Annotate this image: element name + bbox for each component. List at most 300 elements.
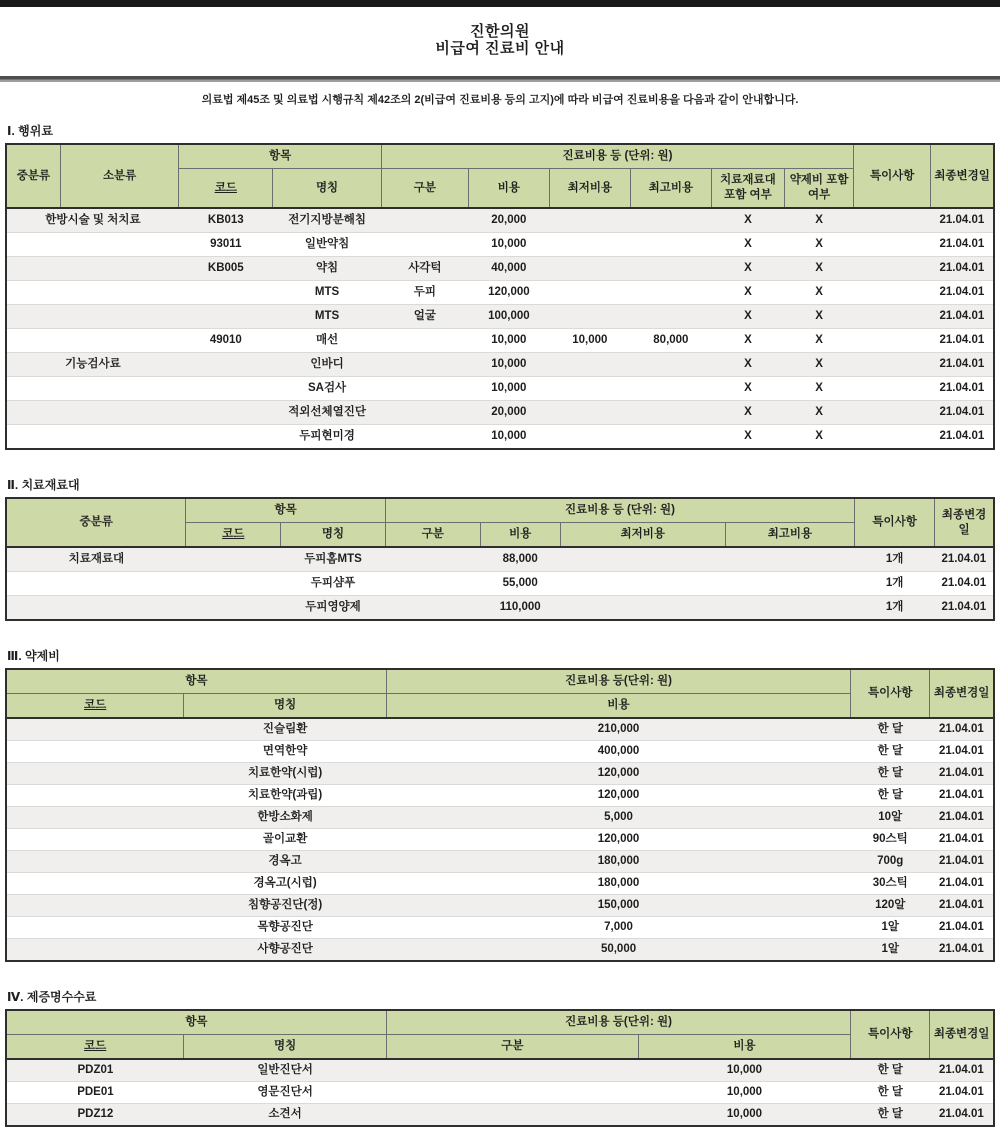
table-cell: 일반약침 <box>273 233 382 257</box>
table-cell <box>549 257 630 281</box>
table-cell: 21.04.01 <box>931 377 994 401</box>
section-chiryojaeryodae <box>0 476 1000 621</box>
table-cell: 일반진단서 <box>184 1059 387 1082</box>
table-cell: 120,000 <box>468 281 549 305</box>
table-cell <box>6 401 179 425</box>
table-cell: 21.04.01 <box>935 572 994 596</box>
table-cell: 21.04.01 <box>930 741 994 763</box>
table-cell: 10알 <box>851 807 930 829</box>
table-cell <box>381 377 468 401</box>
section-label-chiryojaeryodae: Ⅱ. 치료재료대 <box>7 478 80 492</box>
table-cell <box>854 425 931 450</box>
table-cell <box>725 572 854 596</box>
table-cell: 1개 <box>855 596 935 621</box>
table-cell: X <box>785 425 854 450</box>
table-haengwiryo <box>5 143 995 450</box>
table-cell: X <box>785 233 854 257</box>
table-row <box>6 257 994 281</box>
table-cell <box>6 305 179 329</box>
table-cell <box>854 257 931 281</box>
table-cell: X <box>711 353 784 377</box>
table-cell: X <box>711 257 784 281</box>
table-cell: 21.04.01 <box>931 329 994 353</box>
table-row <box>6 547 994 572</box>
column-header: 비용 <box>386 694 850 719</box>
table-cell: 150,000 <box>386 895 850 917</box>
table-cell: 21.04.01 <box>931 353 994 377</box>
table-cell: X <box>711 208 784 233</box>
table-cell: 10,000 <box>468 329 549 353</box>
table-cell: 10,000 <box>638 1082 850 1104</box>
table-cell: 20,000 <box>468 401 549 425</box>
table-cell: 두피 <box>381 281 468 305</box>
table-cell <box>381 329 468 353</box>
table-cell <box>381 401 468 425</box>
table-cell: 치료한약(시럽) <box>184 763 387 785</box>
table-cell: SA검사 <box>273 377 382 401</box>
table-cell: 21.04.01 <box>930 1104 994 1127</box>
table-cell: 두피샴푸 <box>281 572 386 596</box>
table-cell <box>186 596 281 621</box>
table-cell: 100,000 <box>468 305 549 329</box>
table-cell: 골이교환 <box>184 829 387 851</box>
section-haengwiryo <box>0 122 1000 450</box>
table-cell: 21.04.01 <box>935 547 994 572</box>
table-cell: PDZ12 <box>6 1104 184 1127</box>
table-cell <box>549 377 630 401</box>
header-row <box>6 144 994 169</box>
table-cell <box>854 208 931 233</box>
column-header: 비용 <box>638 1035 850 1060</box>
table-row <box>6 233 994 257</box>
table-cell: KB005 <box>179 257 273 281</box>
table-jejeungmyeong <box>5 1009 995 1127</box>
table-cell <box>6 741 184 763</box>
table-cell: X <box>711 281 784 305</box>
header-row <box>6 669 994 694</box>
table-row <box>6 401 994 425</box>
table-cell <box>725 547 854 572</box>
table-cell: 목향공진단 <box>184 917 387 939</box>
column-header: 구분 <box>385 523 480 548</box>
table-row <box>6 572 994 596</box>
table-cell: 49010 <box>179 329 273 353</box>
column-header: 명칭 <box>184 1035 387 1060</box>
column-header: 중분류 <box>6 144 60 208</box>
table-row <box>6 895 994 917</box>
table-cell: X <box>785 353 854 377</box>
table-cell <box>186 547 281 572</box>
table-cell <box>630 401 711 425</box>
table-row <box>6 208 994 233</box>
table-cell: 80,000 <box>630 329 711 353</box>
column-header: 진료비용 등 (단위: 원) <box>381 144 853 169</box>
column-header: 특이사항 <box>854 144 931 208</box>
table-cell: 영문진단서 <box>184 1082 387 1104</box>
table-row <box>6 741 994 763</box>
table-cell <box>6 377 179 401</box>
table-cell: 매선 <box>273 329 382 353</box>
column-header: 특이사항 <box>851 669 930 718</box>
table-cell: X <box>711 305 784 329</box>
table-cell <box>725 596 854 621</box>
table-cell <box>186 572 281 596</box>
table-cell: 21.04.01 <box>930 807 994 829</box>
table-cell: 소견서 <box>184 1104 387 1127</box>
table-cell: X <box>785 305 854 329</box>
table-cell <box>630 305 711 329</box>
table-cell <box>6 829 184 851</box>
table-cell <box>6 895 184 917</box>
table-cell: X <box>711 233 784 257</box>
table-cell: X <box>785 281 854 305</box>
table-cell: 21.04.01 <box>931 425 994 450</box>
table-cell <box>630 257 711 281</box>
table-cell <box>630 233 711 257</box>
table-cell <box>630 377 711 401</box>
table-cell: MTS <box>273 305 382 329</box>
table-cell: 210,000 <box>386 718 850 741</box>
table-cell: 120,000 <box>386 763 850 785</box>
table-row <box>6 851 994 873</box>
table-cell: 진슬림환 <box>184 718 387 741</box>
table-cell: 한 달 <box>851 1082 930 1104</box>
table-cell: 21.04.01 <box>930 829 994 851</box>
table-cell <box>854 233 931 257</box>
table-cell <box>6 425 179 450</box>
table-cell <box>854 305 931 329</box>
table-cell: 120,000 <box>386 785 850 807</box>
column-header: 명칭 <box>273 169 382 209</box>
table-cell: 전기지방분해침 <box>273 208 382 233</box>
table-cell: X <box>785 208 854 233</box>
table-cell: 치료재료대 <box>6 547 186 572</box>
table-cell <box>630 208 711 233</box>
table-cell: 21.04.01 <box>930 718 994 741</box>
table-cell: X <box>711 425 784 450</box>
table-cell: 두피영양제 <box>281 596 386 621</box>
table-cell <box>179 353 273 377</box>
table-cell: X <box>785 377 854 401</box>
table-row <box>6 1082 994 1104</box>
table-cell: 88,000 <box>480 547 560 572</box>
table-cell: 21.04.01 <box>930 1059 994 1082</box>
table-row <box>6 1059 994 1082</box>
table-chiryojaeryodae <box>5 497 995 621</box>
column-header: 최고비용 <box>630 169 711 209</box>
table-cell <box>630 281 711 305</box>
table-cell <box>854 377 931 401</box>
table-row <box>6 917 994 939</box>
table-row <box>6 305 994 329</box>
table-cell: 180,000 <box>386 851 850 873</box>
column-header: 명칭 <box>281 523 386 548</box>
table-cell: 10,000 <box>549 329 630 353</box>
table-cell <box>854 353 931 377</box>
table-cell <box>560 547 725 572</box>
column-header: 항목 <box>186 498 386 523</box>
table-cell: 한 달 <box>851 1104 930 1127</box>
table-cell: 10,000 <box>468 425 549 450</box>
column-header: 진료비용 등(단위: 원) <box>386 1010 850 1035</box>
table-cell: 인바디 <box>273 353 382 377</box>
table-cell <box>385 572 480 596</box>
table-cell: 21.04.01 <box>930 939 994 962</box>
table-cell <box>6 873 184 895</box>
table-cell <box>386 1082 638 1104</box>
table-cell: 50,000 <box>386 939 850 962</box>
table-cell: 한 달 <box>851 718 930 741</box>
title-divider-line <box>0 76 1000 82</box>
table-cell: 21.04.01 <box>931 208 994 233</box>
column-header: 최종변경일 <box>930 669 994 718</box>
column-header: 소분류 <box>60 144 179 208</box>
column-header: 진료비용 등(단위: 원) <box>386 669 850 694</box>
table-cell: 21.04.01 <box>931 305 994 329</box>
table-cell <box>630 425 711 450</box>
table-row <box>6 353 994 377</box>
column-header: 최저비용 <box>560 523 725 548</box>
column-header: 비용 <box>468 169 549 209</box>
table-cell <box>549 233 630 257</box>
table-cell: 30스틱 <box>851 873 930 895</box>
table-cell: 21.04.01 <box>931 401 994 425</box>
table-cell: 7,000 <box>386 917 850 939</box>
table-cell: 120알 <box>851 895 930 917</box>
table-cell: 21.04.01 <box>930 873 994 895</box>
column-header: 구분 <box>386 1035 638 1060</box>
section-yakjebi <box>0 647 1000 962</box>
table-cell: 21.04.01 <box>931 281 994 305</box>
table-cell: 1알 <box>851 917 930 939</box>
table-cell <box>6 329 179 353</box>
table-row <box>6 763 994 785</box>
table-cell: 10,000 <box>468 233 549 257</box>
table-row <box>6 718 994 741</box>
table-cell: 10,000 <box>638 1104 850 1127</box>
table-cell <box>381 233 468 257</box>
table-cell: 21.04.01 <box>930 1082 994 1104</box>
table-cell <box>385 596 480 621</box>
column-header: 진료비용 등 (단위: 원) <box>385 498 854 523</box>
table-cell: 21.04.01 <box>930 763 994 785</box>
table-cell <box>179 305 273 329</box>
table-cell <box>381 353 468 377</box>
table-cell: 110,000 <box>480 596 560 621</box>
column-header: 최종변경일 <box>931 144 994 208</box>
table-cell: 1알 <box>851 939 930 962</box>
table-cell <box>6 572 186 596</box>
table-cell: 1개 <box>855 547 935 572</box>
table-row <box>6 829 994 851</box>
table-cell: 400,000 <box>386 741 850 763</box>
column-header: 코드 <box>6 694 184 719</box>
column-header: 치료재료대 포함 여부 <box>711 169 784 209</box>
table-row <box>6 807 994 829</box>
column-header: 항목 <box>6 669 386 694</box>
table-row <box>6 377 994 401</box>
table-cell <box>854 281 931 305</box>
column-header: 최고비용 <box>725 523 854 548</box>
table-cell: 90스틱 <box>851 829 930 851</box>
table-cell <box>6 939 184 962</box>
table-cell <box>179 425 273 450</box>
table-cell: 21.04.01 <box>930 851 994 873</box>
column-header: 비용 <box>480 523 560 548</box>
table-cell: 10,000 <box>638 1059 850 1082</box>
table-cell: X <box>711 377 784 401</box>
table-cell: 10,000 <box>468 377 549 401</box>
table-cell: 경옥고 <box>184 851 387 873</box>
table-row <box>6 939 994 962</box>
clinic-name: 진한의원 <box>470 23 530 40</box>
header-row <box>6 694 994 719</box>
table-cell <box>6 281 179 305</box>
legal-notice-text: 의료법 제45조 및 의료법 시행규칙 제42조의 2(비급여 진료비용 등의 고지)에 따라 비급여 진료비용을 다음과 같이 안내합니다. <box>201 94 799 106</box>
top-border-bar <box>0 0 1000 7</box>
table-cell <box>6 807 184 829</box>
column-header: 명칭 <box>184 694 387 719</box>
table-cell: 21.04.01 <box>931 233 994 257</box>
section-jejeungmyeong <box>0 988 1000 1127</box>
table-cell <box>854 401 931 425</box>
table-cell: 한 달 <box>851 1059 930 1082</box>
table-cell: 180,000 <box>386 873 850 895</box>
table-cell <box>381 425 468 450</box>
table-cell: X <box>785 401 854 425</box>
table-cell: 한방시술 및 처치료 <box>6 208 179 233</box>
table-row <box>6 425 994 450</box>
table-row <box>6 873 994 895</box>
table-cell: 치료한약(과립) <box>184 785 387 807</box>
table-cell <box>549 281 630 305</box>
table-cell: 20,000 <box>468 208 549 233</box>
column-header: 특이사항 <box>851 1010 930 1059</box>
table-cell <box>381 208 468 233</box>
table-cell: 경옥고(시럽) <box>184 873 387 895</box>
table-cell <box>549 305 630 329</box>
table-cell <box>549 353 630 377</box>
table-cell <box>560 572 725 596</box>
table-cell: 약침 <box>273 257 382 281</box>
column-header: 최종변경일 <box>935 498 994 547</box>
table-cell: 55,000 <box>480 572 560 596</box>
table-cell <box>549 401 630 425</box>
section-label-yakjebi: Ⅲ. 약제비 <box>7 649 60 663</box>
table-cell: 21.04.01 <box>935 596 994 621</box>
table-cell <box>854 329 931 353</box>
table-cell: PDE01 <box>6 1082 184 1104</box>
table-cell: 한 달 <box>851 741 930 763</box>
table-cell <box>6 596 186 621</box>
table-row <box>6 785 994 807</box>
table-cell <box>560 596 725 621</box>
table-cell <box>6 233 179 257</box>
table-cell <box>386 1104 638 1127</box>
table-cell <box>6 785 184 807</box>
table-cell: 1개 <box>855 572 935 596</box>
table-cell: KB013 <box>179 208 273 233</box>
table-cell: 두피홈MTS <box>281 547 386 572</box>
table-cell: 한방소화제 <box>184 807 387 829</box>
table-row <box>6 1104 994 1127</box>
table-row <box>6 329 994 353</box>
column-header: 특이사항 <box>855 498 935 547</box>
table-cell: 93011 <box>179 233 273 257</box>
column-header: 최종변경일 <box>930 1010 994 1059</box>
table-cell: 사각턱 <box>381 257 468 281</box>
section-label-haengwiryo: Ⅰ. 행위료 <box>7 124 53 138</box>
column-header: 항목 <box>6 1010 386 1035</box>
document-title <box>0 23 1000 57</box>
table-cell: 120,000 <box>386 829 850 851</box>
column-header: 구분 <box>381 169 468 209</box>
table-cell: PDZ01 <box>6 1059 184 1082</box>
table-cell: 40,000 <box>468 257 549 281</box>
table-cell <box>630 353 711 377</box>
table-cell: 한 달 <box>851 763 930 785</box>
table-cell <box>6 257 179 281</box>
table-cell <box>385 547 480 572</box>
table-cell <box>179 377 273 401</box>
table-cell: 두피현미경 <box>273 425 382 450</box>
table-row <box>6 281 994 305</box>
table-cell <box>6 917 184 939</box>
table-cell: 적외선체열진단 <box>273 401 382 425</box>
table-cell: 사향공진단 <box>184 939 387 962</box>
header-row <box>6 1010 994 1035</box>
table-cell: 21.04.01 <box>930 917 994 939</box>
table-cell: 기능검사료 <box>6 353 179 377</box>
table-cell: X <box>785 329 854 353</box>
table-cell: 면역한약 <box>184 741 387 763</box>
table-cell <box>179 281 273 305</box>
table-cell: X <box>711 329 784 353</box>
column-header: 코드 <box>186 523 281 548</box>
column-header: 항목 <box>179 144 382 169</box>
table-cell: 얼굴 <box>381 305 468 329</box>
section-label-jejeungmyeong: Ⅳ. 제증명수수료 <box>7 990 97 1004</box>
notice-title: 비급여 진료비 안내 <box>435 40 565 57</box>
table-cell <box>6 763 184 785</box>
table-cell: X <box>711 401 784 425</box>
table-cell: X <box>785 257 854 281</box>
column-header: 중분류 <box>6 498 186 547</box>
table-cell <box>386 1059 638 1082</box>
table-cell <box>549 425 630 450</box>
header-row <box>6 1035 994 1060</box>
table-cell: 10,000 <box>468 353 549 377</box>
table-cell: 21.04.01 <box>930 785 994 807</box>
table-cell: 21.04.01 <box>931 257 994 281</box>
table-cell <box>549 208 630 233</box>
table-cell: 700g <box>851 851 930 873</box>
header-row <box>6 498 994 523</box>
table-cell <box>6 851 184 873</box>
table-cell <box>6 718 184 741</box>
table-cell: 21.04.01 <box>930 895 994 917</box>
table-cell: 한 달 <box>851 785 930 807</box>
table-row <box>6 596 994 621</box>
table-cell: 침향공진단(정) <box>184 895 387 917</box>
table-cell: MTS <box>273 281 382 305</box>
table-yakjebi <box>5 668 995 962</box>
column-header: 코드 <box>6 1035 184 1060</box>
column-header: 코드 <box>179 169 273 209</box>
column-header: 약제비 포함 여부 <box>785 169 854 209</box>
table-cell <box>179 401 273 425</box>
table-cell: 5,000 <box>386 807 850 829</box>
